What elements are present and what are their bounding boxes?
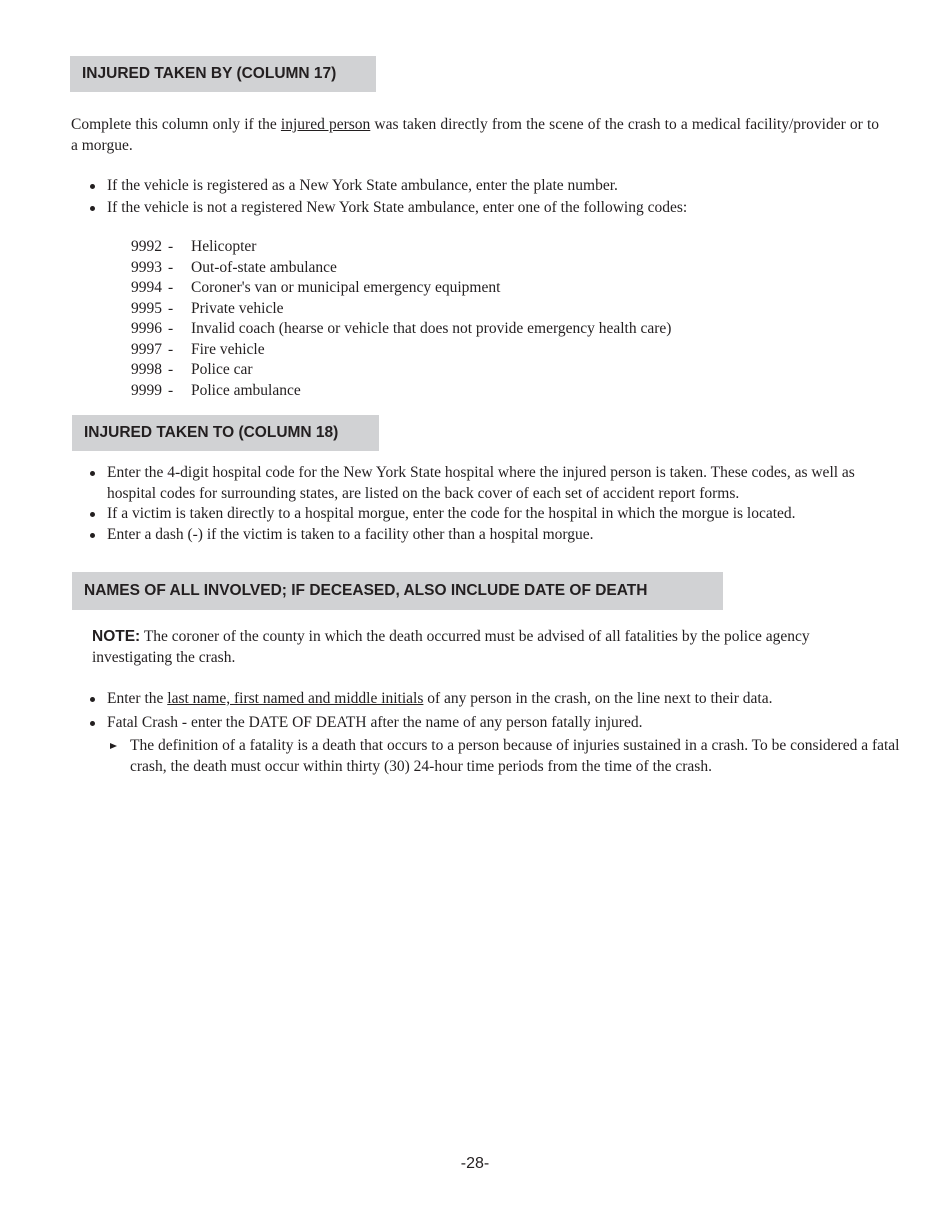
list-item: Enter the 4-digit hospital code for the New York State hospital where the injured person is taken. These codes, as well as hospital codes for surrounding states, are listed on the back cover of each set of accident report forms. <box>71 463 879 504</box>
vehicle-bullet-list <box>71 176 879 218</box>
list-item: The definition of a fatality is a death that occurs to a person because of injuries sustained in a crash. To be considered a fatal crash, the death must occur within thirty (30) 24-hour time periods from the time of the crash. <box>130 736 902 777</box>
code-item: 9999 - Police ambulance <box>131 381 301 399</box>
code-item: 9995 - Private vehicle <box>131 299 284 317</box>
note-label: NOTE: <box>92 628 141 645</box>
code-item: 9998 - Police car <box>131 361 253 378</box>
names-bullet-list <box>71 689 879 733</box>
intro-paragraph: Complete this column only if the injured person was taken directly from the scene of the crash to a medical facility/provider or to a morgue. <box>71 116 880 154</box>
code-item: 9996 - Invalid coach (hearse or vehicle that does not provide emergency health care) <box>131 320 672 337</box>
note-paragraph: NOTE: The coroner of the county in which the death occurred must be advised of all fatalities by the police agency investigating the crash. <box>92 628 810 666</box>
list-item: If the vehicle is not a registered New York State ambulance, enter one of the following codes: <box>71 198 879 219</box>
section-heading-injured-taken-to: INJURED TAKEN TO (COLUMN 18) <box>72 415 379 451</box>
fatality-sub-list <box>107 736 902 777</box>
list-item: Enter the last name, first named and middle initials of any person in the crash, on the line next to their data. <box>71 689 879 710</box>
list-item: If a victim is taken directly to a hospital morgue, enter the code for the hospital in which the morgue is located. <box>71 504 879 525</box>
code-item: 9997 - Fire vehicle <box>131 340 265 358</box>
code-item: 9993 - Out-of-state ambulance <box>131 258 337 276</box>
section-heading-injured-taken-by: INJURED TAKEN BY (COLUMN 17) <box>70 56 376 92</box>
code-item: 9992 - Helicopter <box>131 238 257 255</box>
vehicle-code-list <box>131 237 671 401</box>
list-item: Fatal Crash - enter the DATE OF DEATH after the name of any person fatally injured. <box>71 713 879 734</box>
list-item: Enter a dash (-) if the victim is taken to a facility other than a hospital morgue. <box>71 525 879 546</box>
underlined-term: injured person <box>280 116 371 133</box>
hospital-bullet-list <box>71 463 879 545</box>
section-heading-names-involved: NAMES OF ALL INVOLVED; IF DECEASED, ALSO INCLUDE DATE OF DEATH <box>72 572 723 610</box>
list-item: If the vehicle is registered as a New York State ambulance, enter the plate number. <box>71 176 879 197</box>
code-item: 9994 - Coroner's van or municipal emergency equipment <box>131 279 501 296</box>
page-number: -28- <box>460 1155 490 1172</box>
